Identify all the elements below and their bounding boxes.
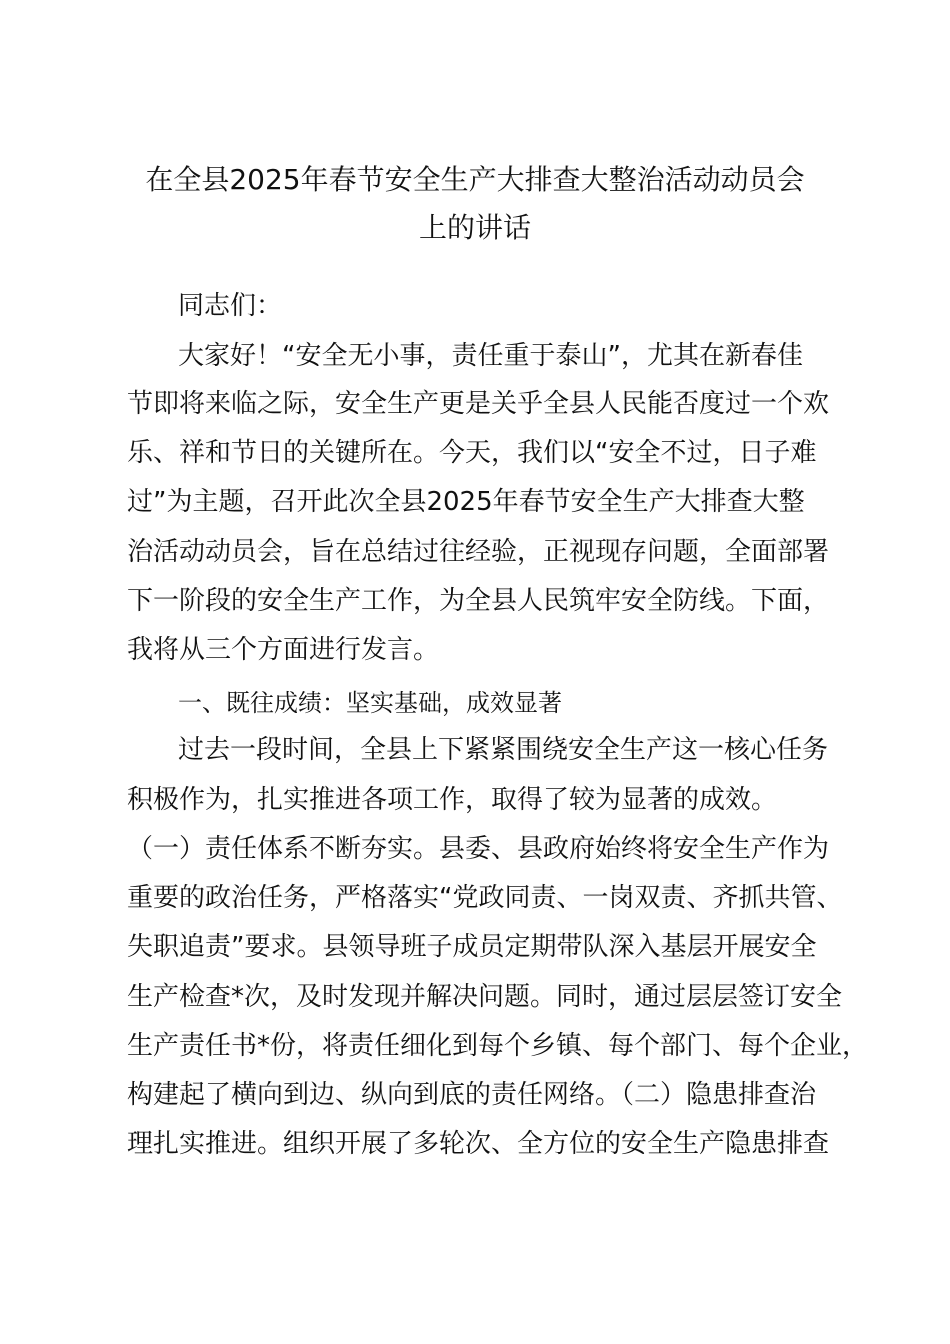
paragraph-line: 过”为主题，召开此次全县2025年春节安全生产大排查大整 <box>127 487 805 517</box>
paragraph-line: 生产检查*次，及时发现并解决问题。同时，通过层层签订安全 <box>127 982 843 1012</box>
paragraph-line: 重要的政治任务，严格落实“党政同责、一岗双责、齐抓共管、 <box>127 883 843 913</box>
paragraph-line: 过去一段时间，全县上下紧紧围绕安全生产这一核心任务 <box>178 735 829 765</box>
paragraph-line: 节即将来临之际，安全生产更是关乎全县人民能否度过一个欢 <box>127 389 830 419</box>
paragraph-line: 积极作为，扎实推进各项工作，取得了较为显著的成效。 <box>127 785 778 815</box>
paragraph-line: 理扎实推进。组织开展了多轮次、全方位的安全生产隐患排查 <box>127 1129 830 1159</box>
paragraph-line: 生产责任书*份，将责任细化到每个乡镇、每个部门、每个企业， <box>127 1031 869 1061</box>
paragraph-line: 我将从三个方面进行发言。 <box>127 635 440 665</box>
paragraph-line: 失职追责”要求。县领导班子成员定期带队深入基层开展安全 <box>127 932 817 962</box>
salutation: 同志们： <box>178 291 283 321</box>
paragraph-line: 构建起了横向到边、纵向到底的责任网络。（二）隐患排查治 <box>127 1080 817 1110</box>
paragraph-line: （一）责任体系不断夯实。县委、县政府始终将安全生产作为 <box>127 834 830 864</box>
document-title-line-1: 在全县2025年春节安全生产大排查大整治活动动员会 <box>145 163 805 196</box>
paragraph-line: 下一阶段的安全生产工作，为全县人民筑牢安全防线。下面， <box>127 586 830 616</box>
paragraph-line: 大家好！“安全无小事，责任重于泰山”，尤其在新春佳 <box>178 341 803 371</box>
document-title-line-2: 上的讲话 <box>418 211 531 244</box>
paragraph-line: 乐、祥和节日的关键所在。今天，我们以“安全不过，日子难 <box>127 438 817 468</box>
section-heading: 一、既往成绩：坚实基础，成效显著 <box>178 689 562 717</box>
paragraph-line: 治活动动员会，旨在总结过往经验，正视现存问题，全面部署 <box>127 537 830 567</box>
